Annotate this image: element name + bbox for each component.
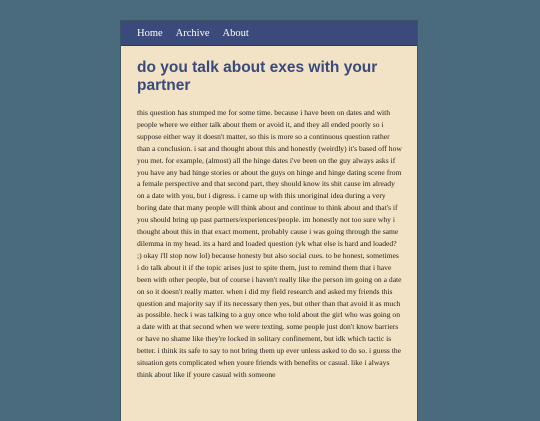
top-nav [121, 21, 417, 46]
nav-home-link[interactable]: Home [137, 27, 163, 39]
post-body: this question has stumped me for some time. because i have been on dates and with people where we either talk about them or avoid it, and they all ended poorly so i suppose either way it doesn't matter, so this is more so a continuous question rather than a conclusion. i sat and thought about this and honestly (weirdly) it's based off how you met. for example, (almost) all the hinge dates i've been on the guy always asks if you have any bad hinge stories or about the guys on hinge and hinge dating scene from a female perspective and that second part, they should know its shit cause im already on a date with you, but i digress. i came up with this unoriginal idea during a very boring date that many people will think about and continue to think about and that's if you should bring up past partners/experiences/people. im honestly not too sure why i thought about this in that exact moment, probably cause i was going through the same dilemma in my head. its a hard and loaded question (yk what else is hard and loaded? ;) okay i'll stop now lol) because honesty but also social cues. to be honest, sometimes i do talk about it if the topic arises just to spite them, just to remind them that i have been with other people, but of course i haven't really like the person im going on a date on so it doesn't really matter. when i did my field research and asked my friends this question and majority say if its necessary then yes, but other than that avoid it as much as possible. heck i was talking to a guy once who told about the girl who was going on a date with at that second when we were texting. some people just don't know barriers or have no shame like they're locked in solitary confinement, but idk which tactic is better. i think its safe to say to not bring them up ever unless asked to do so. i guess the situation gets complicated when youre friends with benefits or casual. like i always think about like if youre casual with someone [137, 108, 402, 379]
nav-about-link[interactable]: About [222, 27, 249, 39]
post-content [121, 46, 417, 381]
page-container [121, 21, 417, 421]
nav-archive-link[interactable]: Archive [175, 27, 210, 39]
post-title: do you talk about exes with your partner [137, 59, 378, 94]
